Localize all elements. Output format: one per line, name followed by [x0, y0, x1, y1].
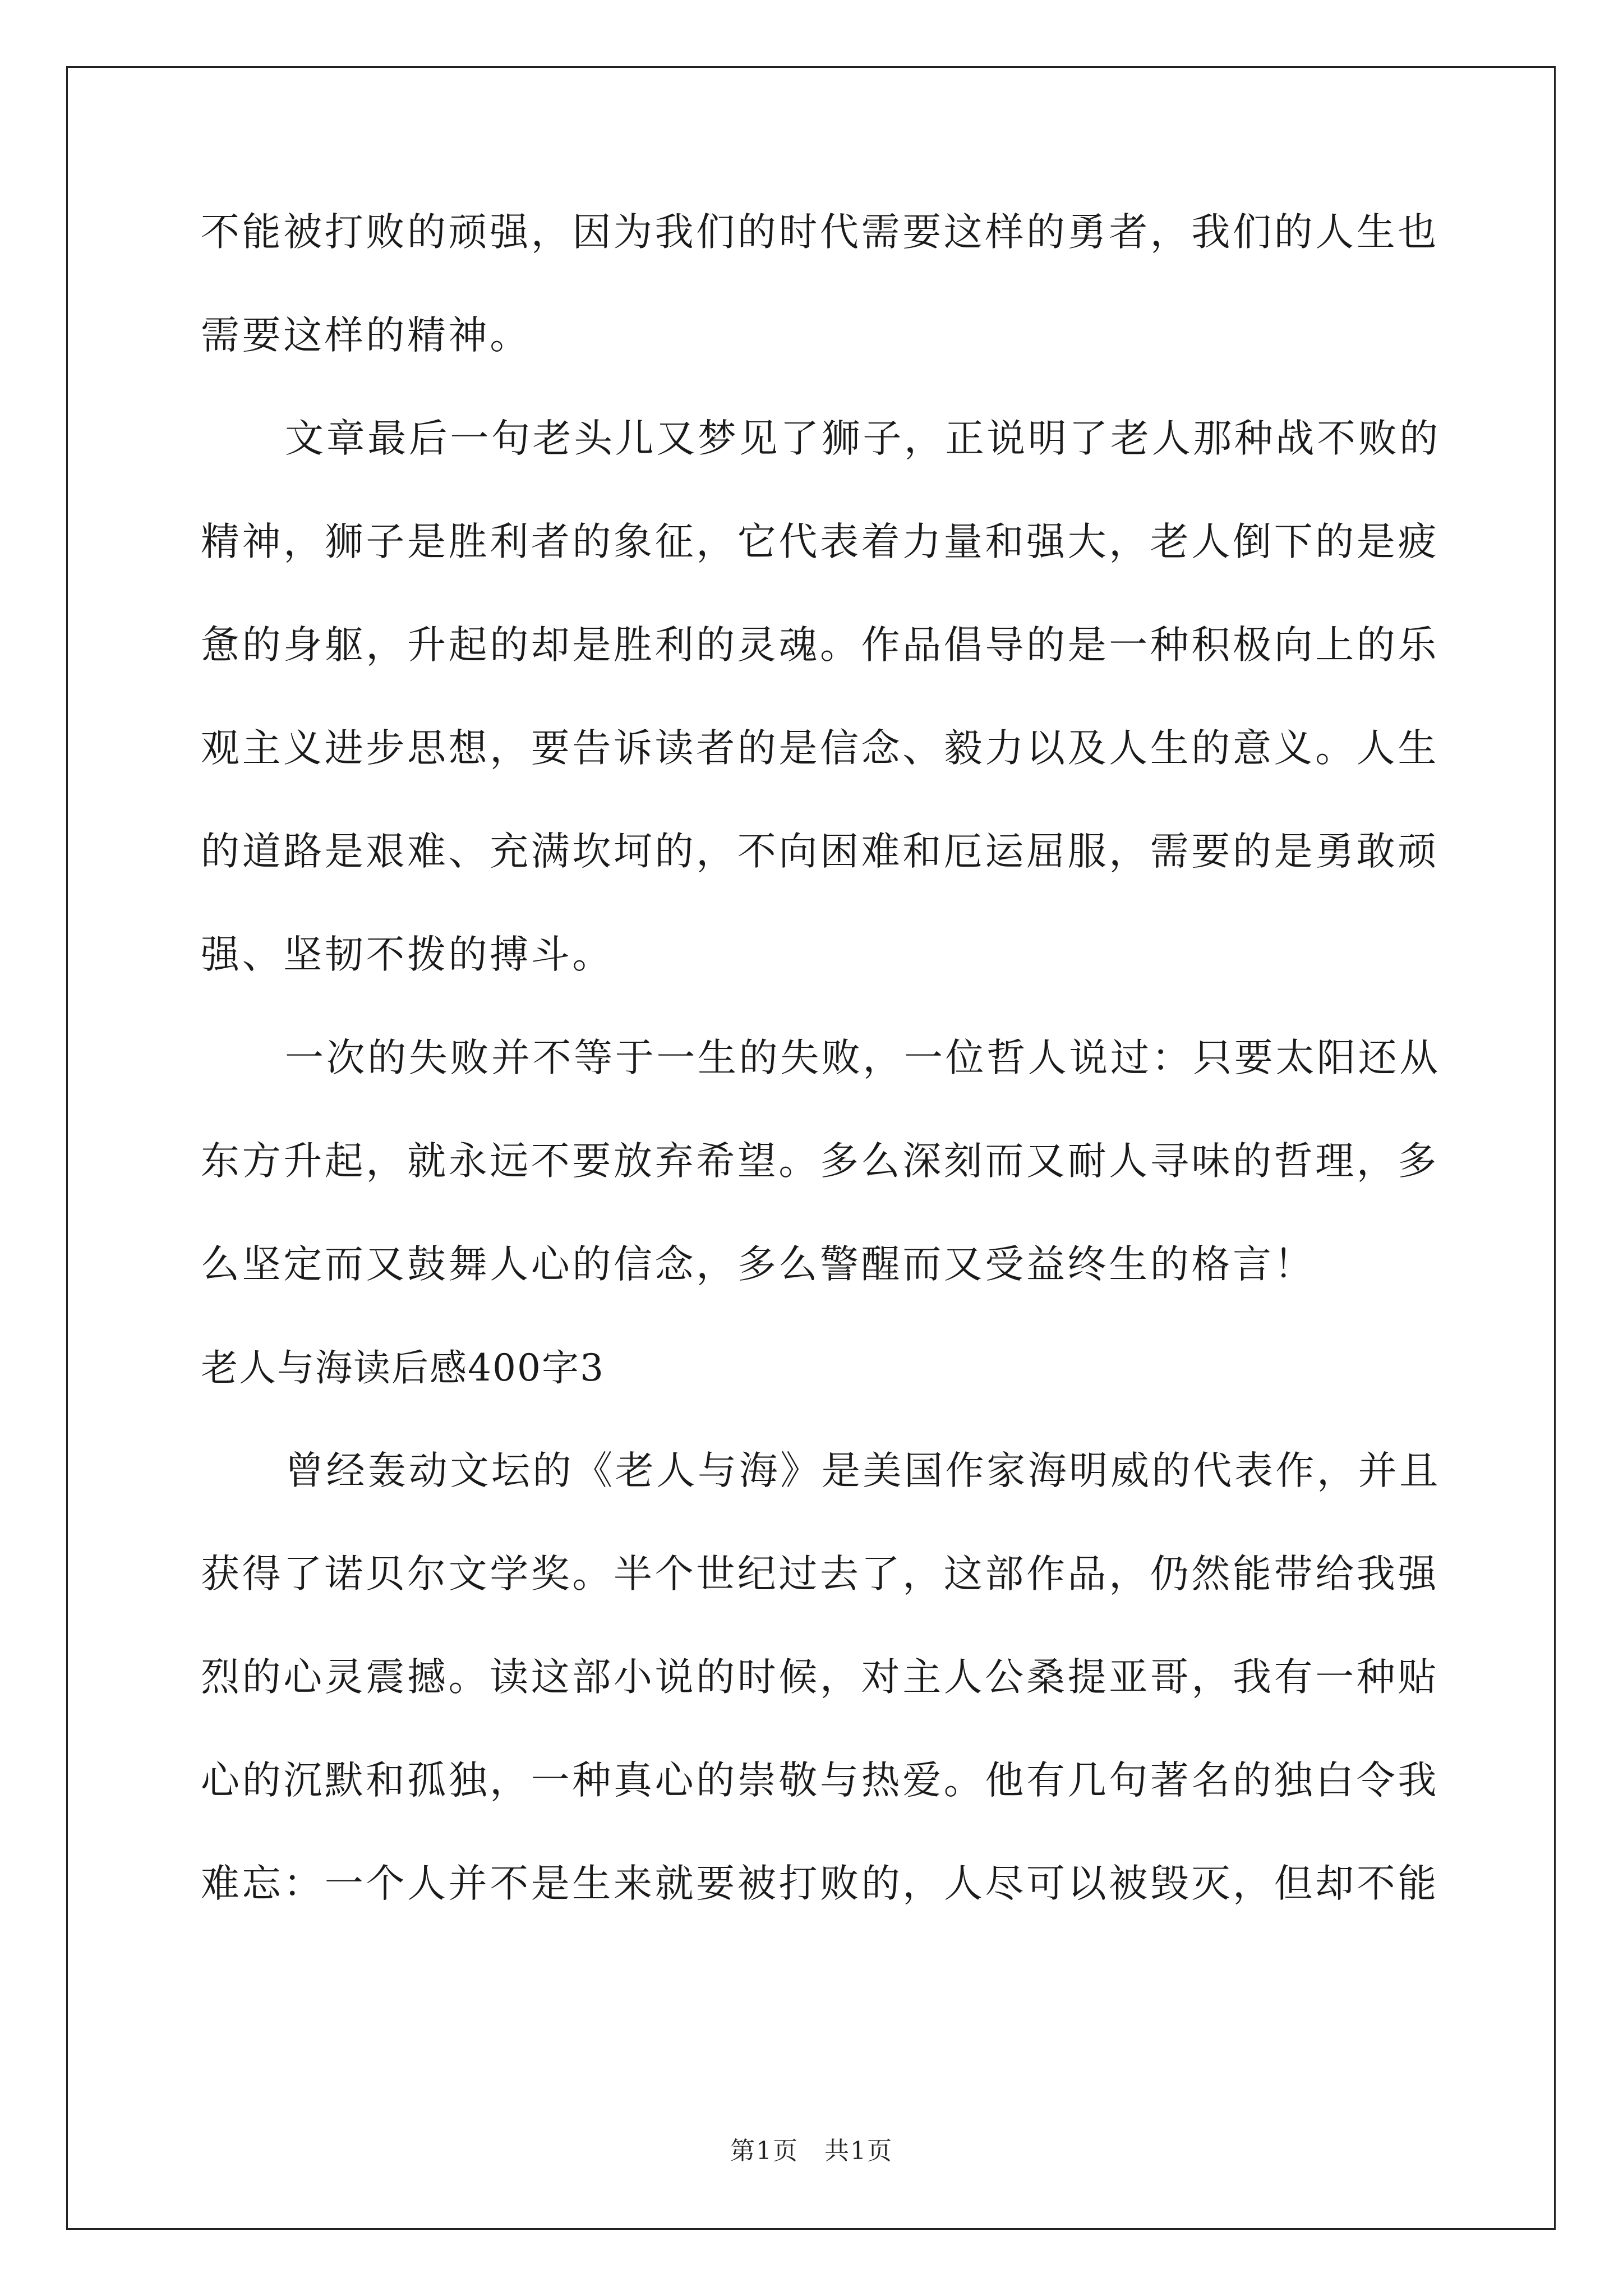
- text-line: 的道路是艰难、充满坎坷的，不向困难和厄运屈服，需要的是勇敢顽: [201, 829, 1439, 874]
- text-line: 一次的失败并不等于一生的失败，一位哲人说过：只要太阳还从: [285, 1036, 1441, 1080]
- text-line: 文章最后一句老头儿又梦见了狮子，正说明了老人那种战不败的: [285, 416, 1441, 461]
- text-line: 么坚定而又鼓舞人心的信念，多么警醒而又受益终生的格言！: [201, 1242, 1316, 1287]
- page-footer: 第1页 共1页: [730, 2137, 893, 2165]
- text-line: 难忘：一个人并不是生来就要被打败的，人尽可以被毁灭，但却不能: [201, 1861, 1439, 1906]
- text-line: 惫的身躯，升起的却是胜利的灵魂。作品倡导的是一种积极向上的乐: [201, 623, 1439, 668]
- text-line: 东方升起，就永远不要放弃希望。多么深刻而又耐人寻味的哲理，多: [201, 1139, 1439, 1184]
- text-line: 强、坚韧不拨的搏斗。: [201, 932, 614, 977]
- text-line: 心的沉默和孤独，一种真心的崇敬与热爱。他有几句著名的独白令我: [201, 1758, 1439, 1803]
- text-line: 获得了诺贝尔文学奖。半个世纪过去了，这部作品，仍然能带给我强: [201, 1552, 1439, 1596]
- text-line: 不能被打败的顽强，因为我们的时代需要这样的勇者，我们的人生也: [201, 210, 1439, 255]
- text-line: 需要这样的精神。: [201, 313, 531, 358]
- text-line: 烈的心灵震撼。读这部小说的时候，对主人公桑提亚哥，我有一种贴: [201, 1655, 1439, 1700]
- text-line: 观主义进步思想，要告诉读者的是信念、毅力以及人生的意义。人生: [201, 726, 1439, 771]
- text-line: 精神，狮子是胜利者的象征，它代表着力量和强大，老人倒下的是疲: [201, 519, 1439, 564]
- section-heading: 老人与海读后感400字3: [201, 1346, 605, 1389]
- document-body: [201, 206, 1441, 1961]
- text-line: 曾经轰动文坛的《老人与海》是美国作家海明威的代表作，并且: [285, 1448, 1441, 1493]
